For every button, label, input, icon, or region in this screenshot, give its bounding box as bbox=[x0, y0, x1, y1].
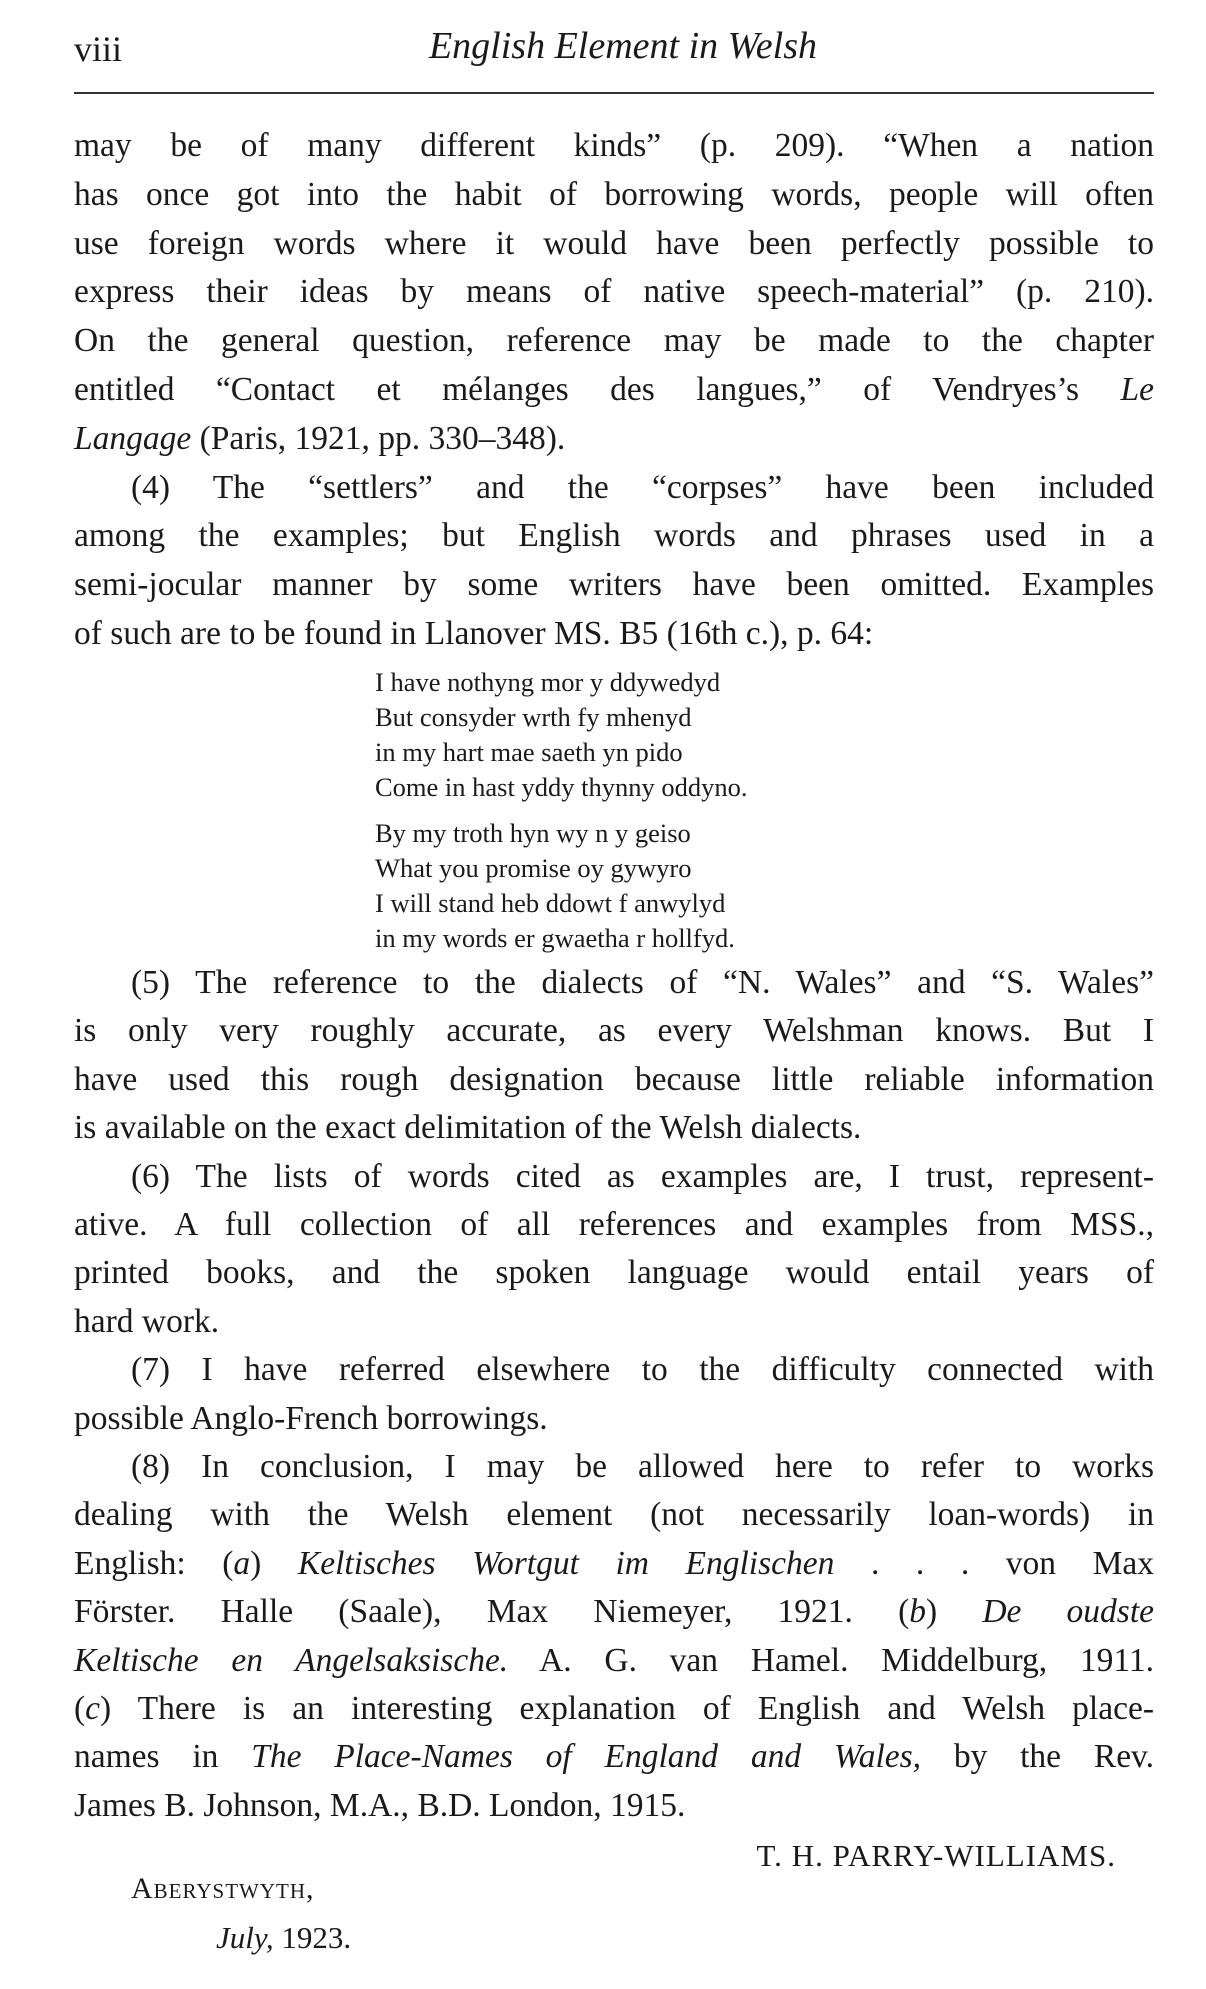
text-line bbox=[74, 565, 1154, 605]
running-title: English Element in Welsh bbox=[428, 25, 818, 67]
text-segment: semi-jocular manner by some writers have been omitted. Examples bbox=[74, 566, 1154, 604]
text-segment: (6) The lists of words cited as examples are, I trust, represent- bbox=[131, 1157, 1154, 1195]
text-segment: use foreign words where it would have been perfectly possible to bbox=[74, 224, 1154, 262]
italic-text: c bbox=[85, 1690, 101, 1727]
text-line bbox=[74, 1108, 1154, 1148]
poem-line: in my hart mae saeth yn pido bbox=[375, 737, 683, 767]
text-line bbox=[74, 224, 1154, 264]
text-line bbox=[131, 1157, 1154, 1197]
text-segment: of such are to be found in Llanover MS. B5 (16th c.), p. 64: bbox=[74, 615, 874, 652]
text-segment: ) bbox=[925, 1593, 983, 1631]
text-line bbox=[74, 1544, 1154, 1584]
text-line bbox=[74, 419, 1154, 459]
header-rule bbox=[74, 92, 1154, 94]
text-segment: may be of many different kinds” (p. 209). “When a nation bbox=[74, 127, 1154, 164]
text-line bbox=[131, 963, 1154, 1003]
poem-line: in my words er gwaetha r hollfyd. bbox=[375, 923, 735, 953]
poem-line: Come in hast yddy thynny oddyno. bbox=[375, 772, 748, 802]
text-segment: (7) I have referred elsewhere to the difficulty connected with bbox=[131, 1351, 1154, 1389]
text-segment: (5) The reference to the dialects of “N. Wales” and “S. Wales” bbox=[131, 964, 1154, 1001]
text-segment: On the general question, reference may be made to the chapter bbox=[74, 322, 1154, 360]
text-segment: ative. A full collection of all references and examples from MSS., bbox=[74, 1206, 1154, 1243]
date-line bbox=[216, 1920, 351, 1956]
text-segment: ) bbox=[250, 1544, 298, 1582]
text-line bbox=[74, 1302, 1154, 1342]
text-line bbox=[131, 468, 1154, 508]
text-line bbox=[74, 1786, 1154, 1826]
text-segment: names in bbox=[74, 1738, 252, 1776]
text-segment: is available on the exact delimitation of the Welsh dialects. bbox=[74, 1109, 862, 1147]
italic-text: a bbox=[233, 1544, 251, 1582]
italic-text: The Place-Names of England and Wales, bbox=[251, 1738, 922, 1776]
text-line bbox=[74, 1641, 1154, 1681]
text-segment: Förster. Halle (Saale), Max Niemeyer, 1921. ( bbox=[74, 1593, 910, 1631]
text-segment: has once got into the habit of borrowing words, people will often bbox=[74, 175, 1154, 213]
italic-text: b bbox=[909, 1593, 926, 1631]
italic-text: Langage bbox=[74, 419, 192, 457]
text-line bbox=[74, 1592, 1154, 1632]
text-line bbox=[74, 272, 1154, 312]
text-line bbox=[74, 1399, 1154, 1439]
text-segment: express their ideas by means of native speech-material” (p. 210). bbox=[74, 273, 1154, 311]
poem-line: I have nothyng mor y ddywedyd bbox=[375, 667, 721, 697]
italic-text: Le bbox=[1120, 371, 1154, 408]
text-segment: ) There is an interesting explanation of English and Welsh place- bbox=[100, 1690, 1154, 1727]
text-segment: (4) The “settlers” and the “corpses” have been included bbox=[131, 468, 1154, 506]
text-line bbox=[74, 1495, 1154, 1535]
text-segment: (Paris, 1921, pp. 330–348). bbox=[191, 419, 566, 457]
text-line bbox=[74, 1737, 1154, 1777]
text-line bbox=[74, 516, 1154, 556]
text-segment: dealing with the Welsh element (not necessarily loan-words) in bbox=[74, 1496, 1154, 1534]
poem-line: I will stand heb ddowt f anwylyd bbox=[375, 888, 726, 918]
text-line bbox=[131, 1447, 1154, 1487]
text-line bbox=[74, 1253, 1154, 1293]
date-month: July, bbox=[216, 1920, 274, 1955]
text-line bbox=[74, 321, 1154, 361]
text-segment: . . . von Max bbox=[834, 1544, 1155, 1582]
text-segment: (8) In conclusion, I may be allowed here to refer to works bbox=[131, 1448, 1154, 1485]
page-number: viii bbox=[74, 29, 123, 69]
poem-line: What you promise oy gywyro bbox=[375, 853, 692, 883]
text-line bbox=[74, 370, 1154, 410]
author-signature: T. H. PARRY-WILLIAMS. bbox=[756, 1838, 1116, 1873]
text-segment: English: ( bbox=[74, 1544, 234, 1582]
italic-text: Keltisches Wortgut im Englischen bbox=[297, 1544, 835, 1582]
text-segment: by the Rev. bbox=[921, 1738, 1155, 1776]
place-line: Aberystwyth, bbox=[131, 1872, 315, 1905]
text-line bbox=[74, 1689, 1154, 1729]
text-segment: is only very roughly accurate, as every Welshman knows. But I bbox=[74, 1012, 1154, 1050]
poem-line: But consyder wrth fy mhenyd bbox=[375, 702, 692, 732]
text-line bbox=[74, 1060, 1154, 1100]
text-segment: hard work. bbox=[74, 1302, 220, 1340]
text-segment: A. G. van Hamel. Middelburg, 1911. bbox=[508, 1641, 1154, 1679]
text-line bbox=[74, 126, 1154, 166]
text-line bbox=[74, 1205, 1154, 1245]
text-segment: ( bbox=[74, 1690, 86, 1727]
text-segment: James B. Johnson, M.A., B.D. London, 1915. bbox=[74, 1786, 686, 1824]
text-segment: possible Anglo-French borrowings. bbox=[74, 1399, 548, 1437]
text-segment: among the examples; but English words and phrases used in a bbox=[74, 517, 1154, 555]
italic-text: De oudste bbox=[982, 1593, 1155, 1631]
poem-line: By my troth hyn wy n y geiso bbox=[375, 818, 691, 848]
text-segment: entitled “Contact et mélanges des langues,” of Vendryes’s bbox=[74, 371, 1121, 408]
text-line bbox=[74, 614, 1154, 654]
text-segment: printed books, and the spoken language would entail years of bbox=[74, 1254, 1154, 1292]
text-line bbox=[74, 1011, 1154, 1051]
text-segment: have used this rough designation because little reliable information bbox=[74, 1060, 1154, 1098]
italic-text: Keltische en Angelsaksische. bbox=[74, 1641, 509, 1679]
text-line bbox=[74, 175, 1154, 215]
text-line bbox=[131, 1350, 1154, 1390]
date-year: 1923. bbox=[281, 1920, 352, 1955]
